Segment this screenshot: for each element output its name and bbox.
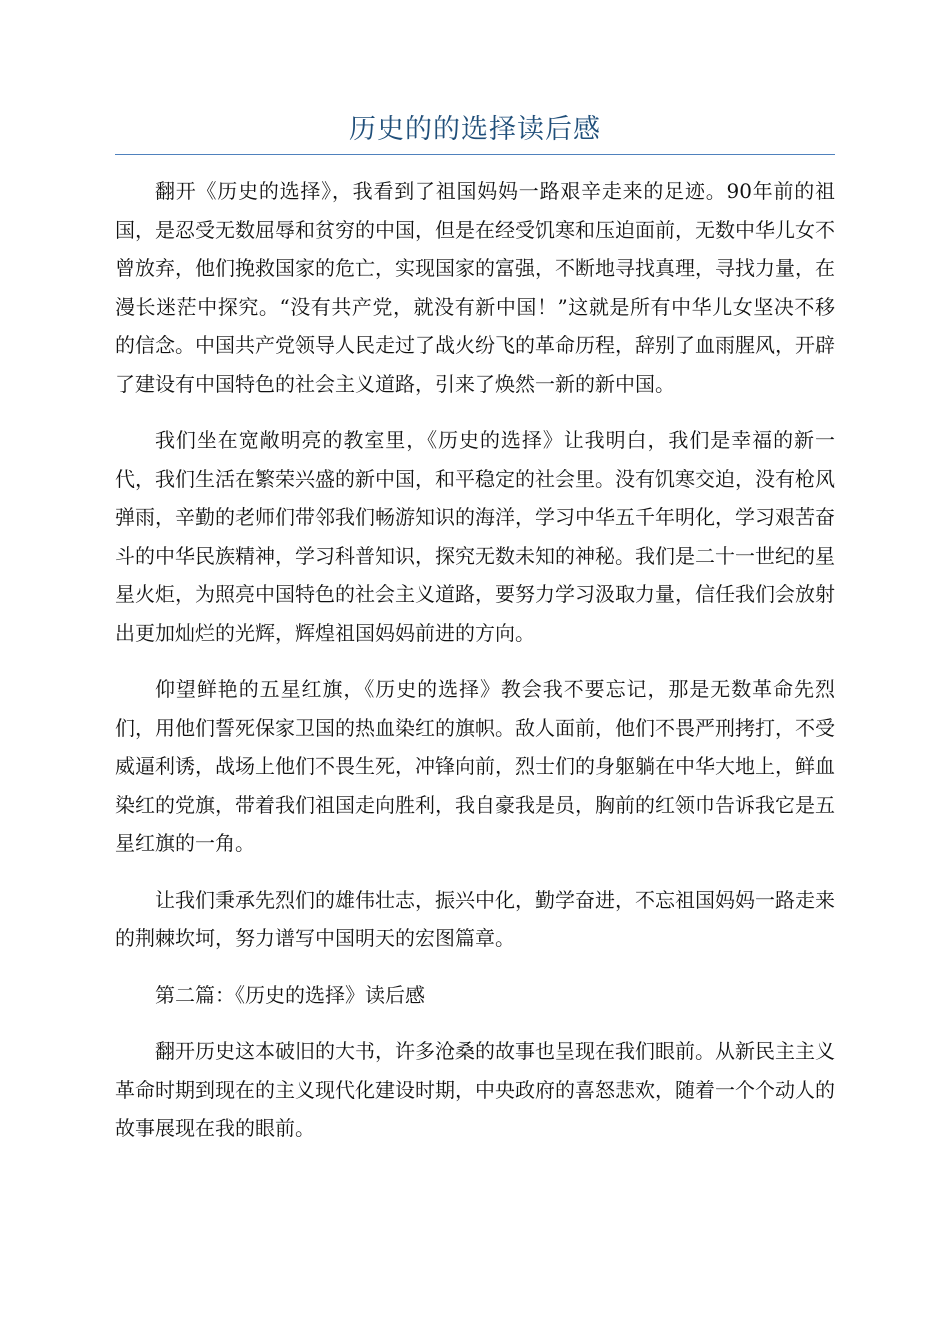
page-title: 历史的的选择读后感: [349, 114, 601, 145]
paragraph-5: 翻开历史这本破旧的大书，许多沧桑的故事也呈现在我们眼前。从新民主主义革命时期到现在的主义现代化建设时期，中央政府的喜怒悲欢，随着一个个动人的故事展现在我的眼前。: [115, 1039, 835, 1140]
section-heading: 第二篇：《历史的选择》读后感: [155, 982, 425, 1007]
paragraph-3: 仰望鲜艳的五星红旗，《历史的选择》教会我不要忘记，那是无数革命先烈们，用他们誓死保家卫国的热血染红的旗帜。敌人面前，他们不畏严刑拷打，不受威逼利诱，战场上他们不畏生死，冲锋向前，烈士们的身躯躺在中华大地上，鲜血染红的党旗，带着我们祖国走向胜利，我自豪我是员，胸前的红领巾告诉我它是五星红旗的一角。: [115, 677, 835, 855]
paragraph-2: 我们坐在宽敞明亮的教室里，《历史的选择》让我明白，我们是幸福的新一代，我们生活在繁荣兴盛的新中国，和平稳定的社会里。没有饥寒交迫，没有枪风弹雨，辛勤的老师们带邻我们畅游知识的海洋，学习中华五千年明化，学习艰苦奋斗的中华民族精神，学习科普知识，探究无数未知的神秘。我们是二十一世纪的星星火炬，为照亮中国特色的社会主义道路，要努力学习汲取力量，信任我们会放射出更加灿烂的光辉，辉煌祖国妈妈前进的方向。: [115, 428, 835, 645]
title-underline: [115, 154, 835, 155]
paragraph-1: 翻开《历史的选择》，我看到了祖国妈妈一路艰辛走来的足迹。90年前的祖国，是忍受无数屈辱和贫穷的中国，但是在经受饥寒和压迫面前，无数中华儿女不曾放弃，他们挽救国家的危亡，实现国家的富强，不断地寻找真理，寻找力量，在漫长迷茫中探究。“没有共产党，就没有新中国！”这就是所有中华儿女坚决不移的信念。中国共产党领导人民走过了战火纷飞的革命历程，辞别了血雨腥风，开辟了建设有中国特色的社会主义道路，引来了焕然一新的新中国。: [115, 179, 835, 396]
document-body: [115, 172, 835, 1166]
paragraph-4: 让我们秉承先烈们的雄伟壮志，振兴中化，勤学奋进，不忘祖国妈妈一路走来的荆棘坎坷，努力谱写中国明天的宏图篇章。: [115, 887, 835, 950]
